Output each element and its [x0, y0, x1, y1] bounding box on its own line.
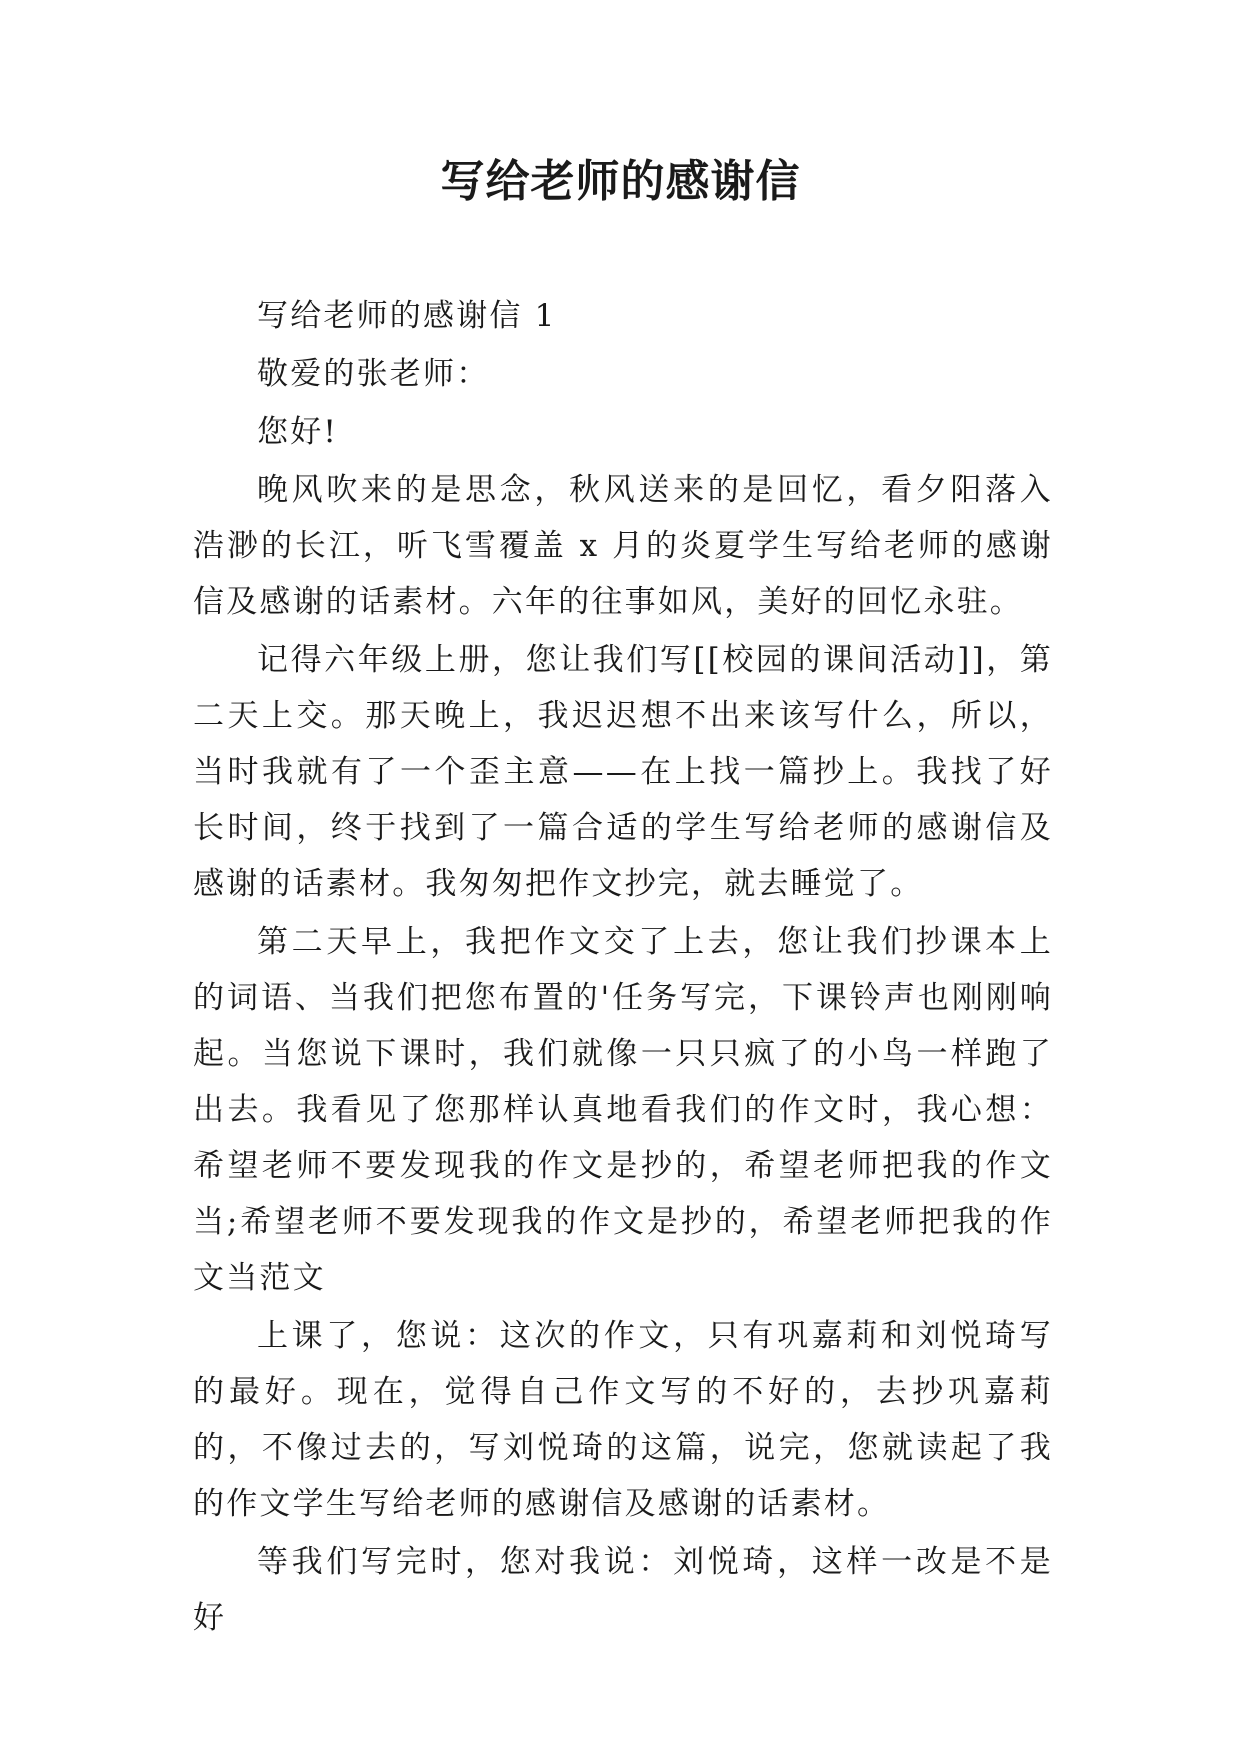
heading-line: 写给老师的感谢信 1 [257, 298, 557, 334]
document-title: 写给老师的感谢信 [440, 156, 801, 207]
greeting: 您好! [257, 414, 339, 450]
document-body [193, 288, 1053, 1646]
paragraph-4: 上课了，您说：这次的作文，只有巩嘉莉和刘悦琦写的最好。现在，觉得自己作文写的不好的，去抄巩嘉莉的，不像过去的，写刘悦琦的这篇，说完，您就读起了我的作文学生写给老师的感谢信及感谢的话素材。 [193, 1318, 1053, 1522]
paragraph-5: 等我们写完时，您对我说：刘悦琦，这样一改是不是好 [193, 1544, 1053, 1636]
paragraph-2: 记得六年级上册，您让我们写[[校园的课间活动]]，第二天上交。那天晚上，我迟迟想不出来该写什么，所以，当时我就有了一个歪主意——在上找一篇抄上。我找了好长时间，终于找到了一篇合适的学生写给老师的感谢信及感谢的话素材。我匆匆把作文抄完，就去睡觉了。 [193, 642, 1053, 902]
paragraph-3: 第二天早上，我把作文交了上去，您让我们抄课本上的词语、当我们把您布置的'任务写完，下课铃声也刚刚响起。当您说下课时，我们就像一只只疯了的小鸟一样跑了出去。我看见了您那样认真地看我们的作文时，我心想：希望老师不要发现我的作文是抄的，希望老师把我的作文当;希望老师不要发现我的作文是抄的，希望老师把我的作文当范文 [193, 924, 1053, 1296]
salutation: 敬爱的张老师： [257, 356, 490, 392]
paragraph-1: 晚风吹来的是思念，秋风送来的是回忆，看夕阳落入浩渺的长江，听飞雪覆盖 x 月的炎夏学生写给老师的感谢信及感谢的话素材。六年的往事如风，美好的回忆永驻。 [193, 472, 1053, 620]
